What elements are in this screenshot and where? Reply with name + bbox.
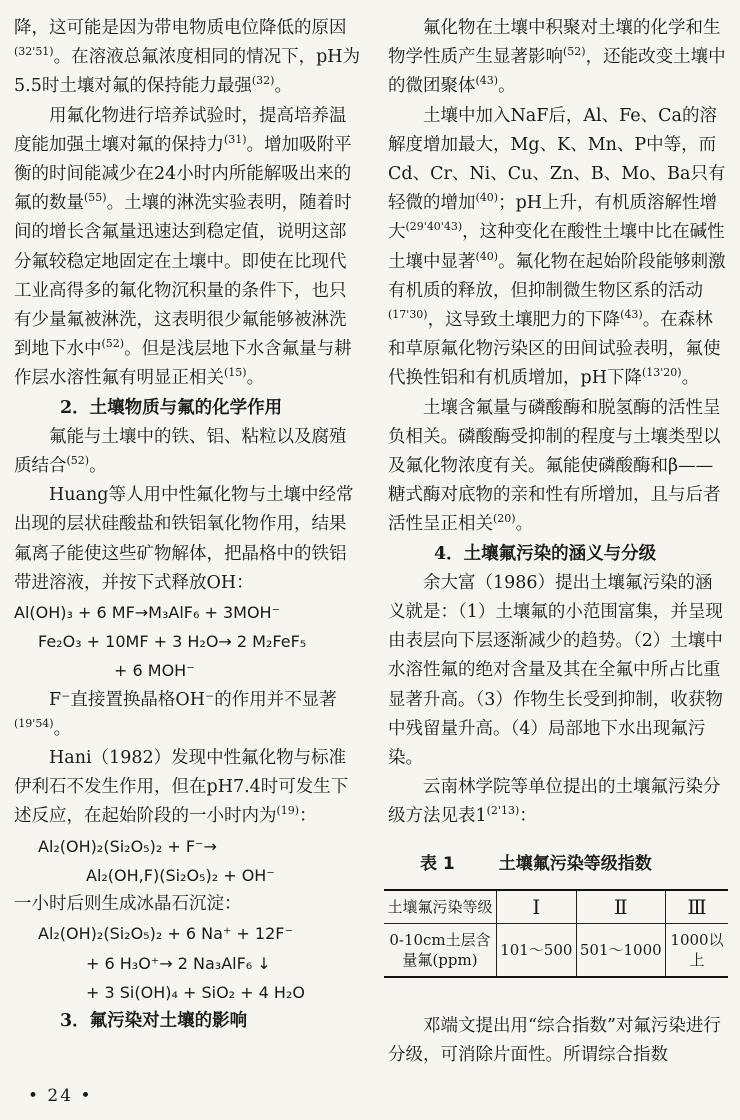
table-caption xyxy=(388,850,728,879)
paragraph: 邓端文提出用“综合指数”对氟污染进行分级，可消除片面性。所谓综合指数 xyxy=(388,1015,721,1066)
table-cell: 101～500 xyxy=(497,923,577,977)
section-heading: 2．土壤物质与氟的化学作用 xyxy=(60,397,283,418)
table-header-cell: Ⅰ xyxy=(497,890,577,924)
table-row xyxy=(384,923,728,977)
paragraph: 一小时后则生成冰晶石沉淀： xyxy=(14,894,242,915)
paragraph: 用氟化物进行培养试验时，提高培养温度能加强土壤对氟的保持力$^{(31)}$。增加吸附平衡的时间能减少在24小时内所能解吸出来的氟的数量$^{(55)}$。土壤的淋洗实验表明，随着时间的增长含氟量迅速达到稳定值，说明这部分氟较稳定地固定在土壤中。即使在比现代工业高得多的氟化物沉积量的条件下，也只有少量氟被淋洗，这表明很少氟能够被淋洗到地下水中$^{(52)}$。但是浅层地下水含氟量与耕作层水溶性氟有明显正相关$^{(15)}$。 xyxy=(14,105,352,389)
equation: + 6 MOH⁻ xyxy=(114,661,195,681)
paragraph: Hani（1982）发现中性氟化物与标准伊利石不发生作用，但在pH7.4时可发生下述反应，在起始阶段的一小时内为$^{(19)}$： xyxy=(14,748,349,827)
equation: + 6 H₃O⁺→ 2 Na₃AlF₆ ↓ xyxy=(86,953,271,973)
equation: Al₂(OH)₂(Si₂O₅)₂ + 6 Na⁺ + 12F⁻ xyxy=(38,924,293,944)
paragraph: F⁻直接置换晶格OH⁻的作用并不显著$^{(19'54)}$。 xyxy=(14,689,337,739)
paragraph: 余大富（1986）提出土壤氟污染的涵义就是：（1）土壤氟的小范围富集，并呈现由表层向下层逐渐减少的趋势。（2）土壤中水溶性氟的绝对含量及其在全氟中所占比重显著升高。（3）作物生长受到抑制，收获物中残留量升高。（4）局部地下水出现氟污染。 xyxy=(388,572,723,769)
table-header-cell: Ⅲ xyxy=(666,890,729,924)
section-heading: 3．氟污染对土壤的影响 xyxy=(60,1010,248,1031)
paragraph: 降，这可能是因为带电物质电位降低的原因$^{(32'51)}$。在溶液总氟浓度相同的情况下，pH为5.5时土壤对氟的保持能力最强$^{(32)}$。 xyxy=(14,18,361,97)
paragraph: 云南林学院等单位提出的土壤氟污染分级方法见表$1^{(2'13)}$： xyxy=(388,777,721,827)
left-column xyxy=(14,14,362,1036)
table-header-cell: 土壤氟污染等级 xyxy=(384,890,497,924)
paragraph: 土壤中加入NaF后，Al、Fe、Ca的溶解度增加最大，Mg、K、Mn、P中等，而Cd、Cr、Ni、Cu、Zn、B、Mo、Ba只有轻微的增加$^{(40)}$；pH上升，有机质溶解性增大$^{(29'40'43)}$，这种变化在酸性土壤中比在碱性土壤中显著$^{(40)}$。氟化物在起始阶段能够刺激有机质的释放，但抑制微生物区系的活动$^{(17'30)}$，这导致土壤肥力的下降$^{(43)}$。在森林和草原氟化物污染区的田间试验表明，氟使代换性铝和有机质增加，pH下降$^{(13'20)}$。 xyxy=(388,105,726,389)
section-heading: 4．土壤氟污染的涵义与分级 xyxy=(434,543,657,564)
pollution-grade-table xyxy=(384,889,728,978)
paragraph: 土壤含氟量与磷酸酶和脱氢酶的活性呈负相关。磷酸酶受抑制的程度与土壤类型以及氟化物浓度有关。氟能使磷酸酶和β——糖式酶对底物的亲和性有所增加，且与后者活性呈正相关$^{(20)}$。 xyxy=(388,397,721,535)
table-title: 土壤氟污染等级指数 xyxy=(498,853,652,874)
right-column xyxy=(388,14,728,1070)
table-number: 表 1 xyxy=(420,853,455,874)
paragraph: 氟化物在土壤中积聚对土壤的化学和生物学性质产生显著影响$^{(52)}$，还能改变土壤中的微团聚体$^{(43)}$。 xyxy=(388,18,726,97)
equation: Al(OH)₃ + 6 MF→M₃AlF₆ + 3MOH⁻ xyxy=(14,603,281,623)
table-cell: 501～1000 xyxy=(576,923,665,977)
paragraph: 氟能与土壤中的铁、铝、粘粒以及腐殖质结合$^{(52)}$。 xyxy=(14,426,347,477)
page-number: • 24 • xyxy=(28,1086,93,1106)
paragraph: Huang等人用中性氟化物与土壤中经常出现的层状硅酸盐和铁铝氧化物作用，结果氟离子能使这些矿物解体，把晶格中的铁铝带进溶液，并按下式释放OH： xyxy=(14,485,354,593)
table-header-cell: Ⅱ xyxy=(576,890,665,924)
equation: Al₂(OH)₂(Si₂O₅)₂ + F⁻→ xyxy=(38,836,217,856)
equation: Al₂(OH,F)(Si₂O₅)₂ + OH⁻ xyxy=(86,865,275,885)
table-cell: 1000以上 xyxy=(666,923,729,977)
table-cell: 0-10cm土层含量氟(ppm) xyxy=(384,923,497,977)
equation: Fe₂O₃ + 10MF + 3 H₂O→ 2 M₂FeF₅ xyxy=(38,632,307,652)
table-row xyxy=(384,890,728,924)
equation: + 3 Si(OH)₄ + SiO₂ + 4 H₂O xyxy=(86,982,305,1002)
